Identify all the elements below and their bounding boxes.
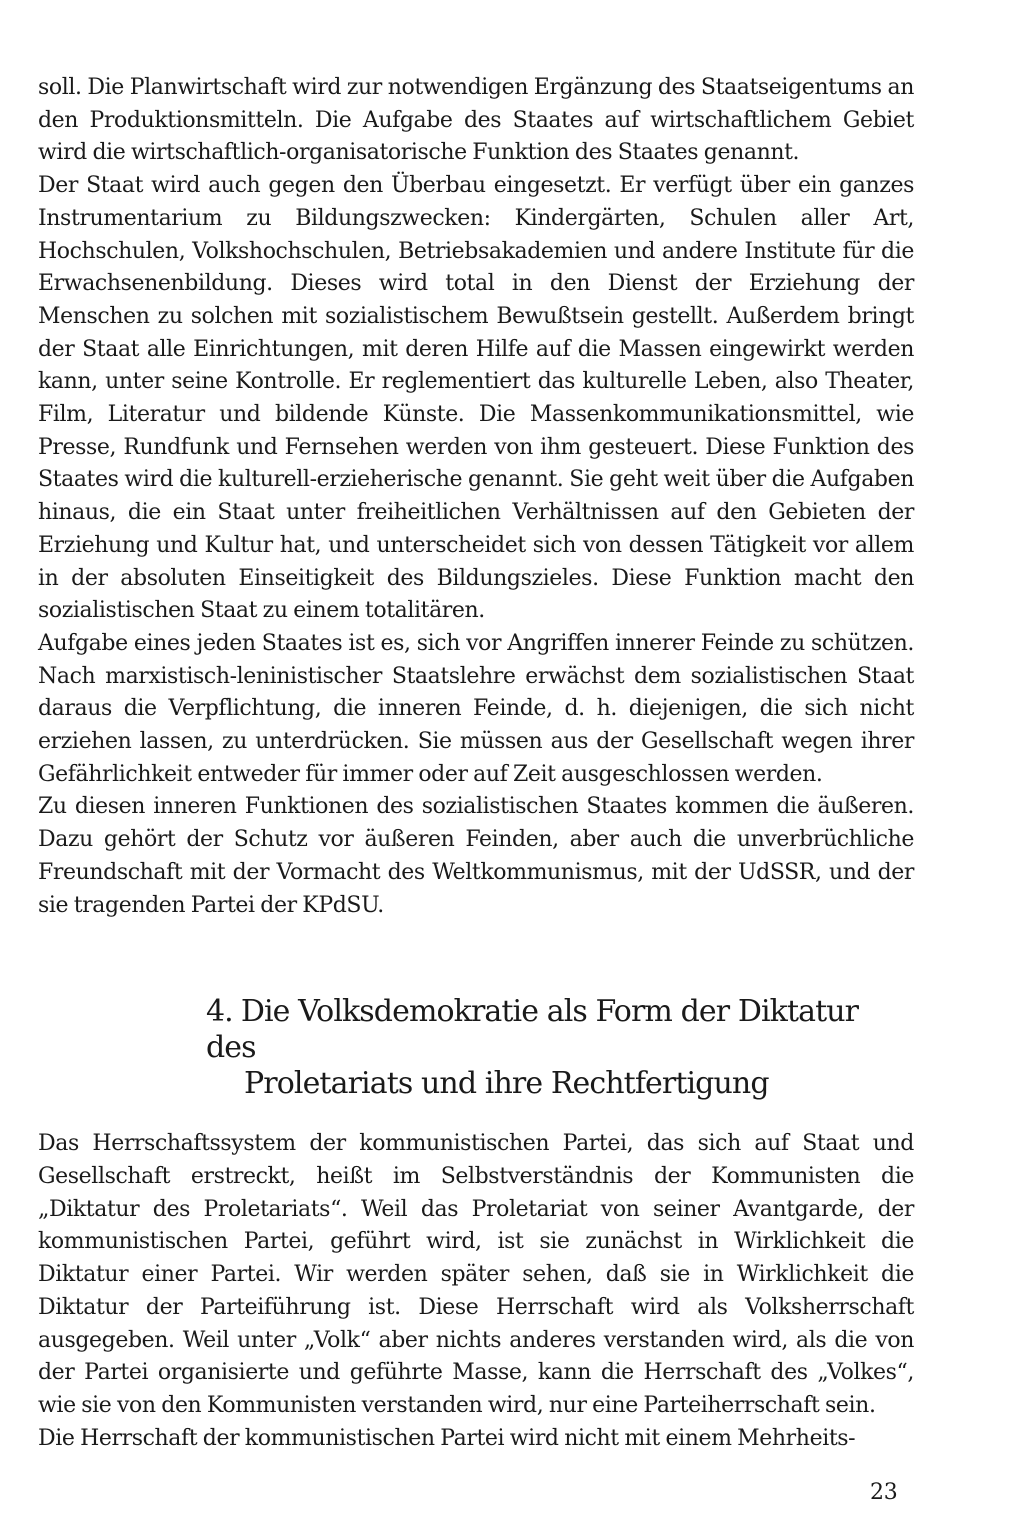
section-heading — [206, 994, 914, 1102]
paragraph-planwirtschaft: soll. Die Planwirtschaft wird zur notwendigen Ergänzung des Staatseigentums an den Produktionsmitteln. Die Aufgabe des Staates auf wirtschaftlichem Gebiet wird die wirtschaftlich-organisatorische Funktion des Staates genannt. — [38, 75, 914, 166]
paragraph-innere-feinde: Aufgabe eines jeden Staates ist es, sich vor Angriffen innerer Feinde zu schützen. Nach marxistisch-leninistischer Staatslehre erwächst dem sozialistischen Staat daraus die Verpflichtung, die inneren Feinde, d. h. diejenigen, die sich nicht erziehen lassen, zu unterdrücken. Sie müssen aus der Gesellschaft wegen ihrer Gefährlichkeit entweder für immer oder auf Zeit ausgeschlossen werden. — [38, 630, 914, 787]
page-number: 23 — [870, 1480, 898, 1505]
document-page — [38, 72, 914, 1455]
paragraph-herrschaft-partei: Die Herrschaft der kommunistischen Partei wird nicht mit einem Mehrheits- — [38, 1425, 856, 1451]
paragraph-aeussere-funktionen: Zu diesen inneren Funktionen des sozialistischen Staates kommen die äußeren. Dazu gehört der Schutz vor äußeren Feinden, aber auch die unverbrüchliche Freundschaft mit der Vormacht des Weltkommunismus, mit der UdSSR, und der sie tragenden Partei der KPdSU. — [38, 794, 914, 918]
section-title-line2: Proletariats und ihre Rechtfertigung — [244, 1066, 769, 1102]
section-title-line1: Die Volksdemokratie als Form der Diktatur des — [206, 994, 859, 1066]
section-number: 4. — [206, 994, 233, 1030]
paragraph-ueberbau: Der Staat wird auch gegen den Überbau eingesetzt. Er verfügt über ein ganzes Instrumentarium zu Bildungszwecken: Kindergärten, Schulen aller Art, Hochschulen, Volkshochschulen, Betriebsakademien und andere Institute für die Erwachsenenbildung. Dieses wird total in den Dienst der Erziehung der Menschen zu solchen mit sozialistischem Bewußtsein gestellt. Außerdem bringt der Staat alle Einrichtungen, mit deren Hilfe auf die Massen eingewirkt werden kann, unter seine Kontrolle. Er reglementiert das kulturelle Leben, also Theater, Film, Literatur und bildende Künste. Die Massenkommunikationsmittel, wie Presse, Rundfunk und Fernsehen werden von ihm gesteuert. Diese Funktion des Staates wird die kulturell-erzieherische genannt. Sie geht weit über die Aufgaben hinaus, die ein Staat unter freiheitlichen Verhältnissen auf den Gebieten der Erziehung und Kultur hat, und unterscheidet sich von dessen Tätigkeit vor allem in der absoluten Einseitigkeit des Bildungszieles. Diese Funktion macht den sozialistischen Staat zu einem totalitären. — [38, 173, 914, 624]
paragraph-herrschaftssystem: Das Herrschaftssystem der kommunistischen Partei, das sich auf Staat und Gesellschaft erstreckt, heißt im Selbstverständnis der Kommunisten die „Diktatur des Proletariats“. Weil das Proletariat von seiner Avantgarde, der kommunistischen Partei, geführt wird, ist sie zunächst in Wirklichkeit die Diktatur einer Partei. Wir werden später sehen, daß sie in Wirklichkeit die Diktatur der Parteiführung ist. Diese Herrschaft wird als Volksherrschaft ausgegeben. Weil unter „Volk“ aber nichts anderes verstanden wird, als die von der Partei organisierte und geführte Masse, kann die Herrschaft des „Volkes“, wie sie von den Kommunisten verstanden wird, nur eine Parteiherrschaft sein. — [38, 1131, 914, 1418]
